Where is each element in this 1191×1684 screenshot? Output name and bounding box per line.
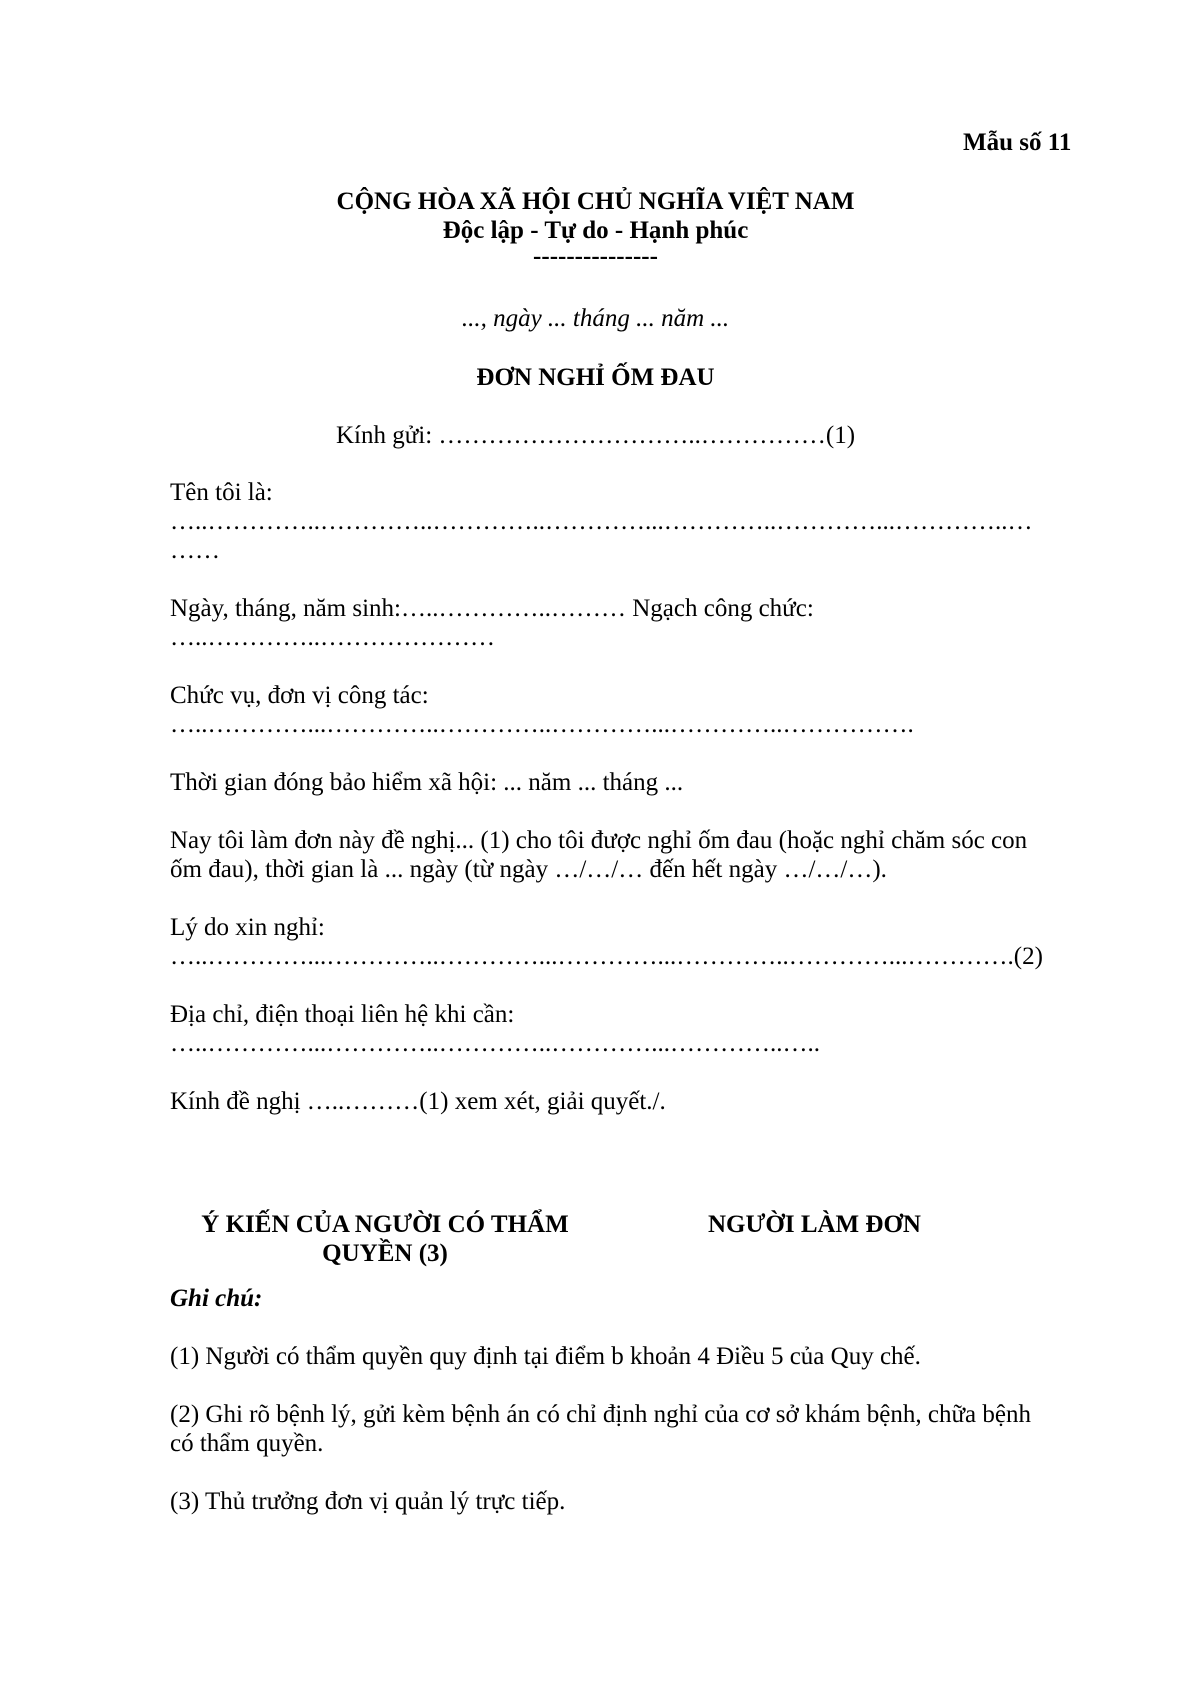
name-dots-continued: …… <box>170 537 220 564</box>
note-2-line-1: (2) Ghi rõ bệnh lý, gửi kèm bệnh án có chỉ định nghỉ của cơ sở khám bệnh, chữa bệnh <box>170 1401 1031 1428</box>
name-label: Tên tôi là: <box>170 479 273 506</box>
form-number: Mẫu số 11 <box>963 129 1072 156</box>
insurance-duration: Thời gian đóng bảo hiểm xã hội: ... năm ... tháng ... <box>170 769 684 796</box>
contact-label: Địa chỉ, điện thoại liên hệ khi cần: <box>170 1001 515 1028</box>
date-line: ..., ngày ... tháng ... năm ... <box>461 305 730 332</box>
authority-opinion-heading: Ý KIẾN CỦA NGƯỜI CÓ THẨM <box>201 1211 569 1238</box>
reason-dots: …..…………...…………..…………...…………...…………..…………...………….(2) <box>170 943 1043 970</box>
applicant-heading: NGƯỜI LÀM ĐƠN <box>708 1211 921 1238</box>
closing-line: Kính đề nghị …..………(1) xem xét, giải quyết./. <box>170 1088 666 1115</box>
reason-label: Lý do xin nghỉ: <box>170 914 325 941</box>
request-line-2: ốm đau), thời gian là ... ngày (từ ngày …/…/… đến hết ngày …/…/…). <box>170 856 887 883</box>
name-dots: …..…………..…………..…………..…………...…………..…………...…………..… <box>170 508 1033 535</box>
rank-dots: …..…………..………………… <box>170 624 495 651</box>
note-2-line-2: có thẩm quyền. <box>170 1430 324 1457</box>
note-1: (1) Người có thẩm quyền quy định tại điểm b khoản 4 Điều 5 của Quy chế. <box>170 1343 921 1370</box>
dob-rank-line: Ngày, tháng, năm sinh:…..…………..……… Ngạch công chức: <box>170 595 814 622</box>
request-line-1: Nay tôi làm đơn này đề nghị... (1) cho tôi được nghỉ ốm đau (hoặc nghỉ chăm sóc con <box>170 827 1028 854</box>
country-name: CỘNG HÒA XÃ HỘI CHỦ NGHĨA VIỆT NAM <box>336 188 855 215</box>
header-divider: --------------- <box>533 243 658 270</box>
authority-opinion-heading-continued: QUYỀN (3) <box>322 1240 448 1267</box>
position-label: Chức vụ, đơn vị công tác: <box>170 682 429 709</box>
national-motto: Độc lập - Tự do - Hạnh phúc <box>442 217 749 244</box>
recipient-line: Kính gửi: …………………………..……………(1) <box>335 422 856 449</box>
note-3: (3) Thủ trưởng đơn vị quản lý trực tiếp. <box>170 1488 566 1515</box>
notes-heading: Ghi chú: <box>170 1285 263 1312</box>
document-title: ĐƠN NGHỈ ỐM ĐAU <box>476 364 715 391</box>
position-dots: …..…………...…………..…………..…………...…………..……………. <box>170 711 914 738</box>
contact-dots: …..…………...…………..…………..…………...…………..….. <box>170 1030 820 1057</box>
